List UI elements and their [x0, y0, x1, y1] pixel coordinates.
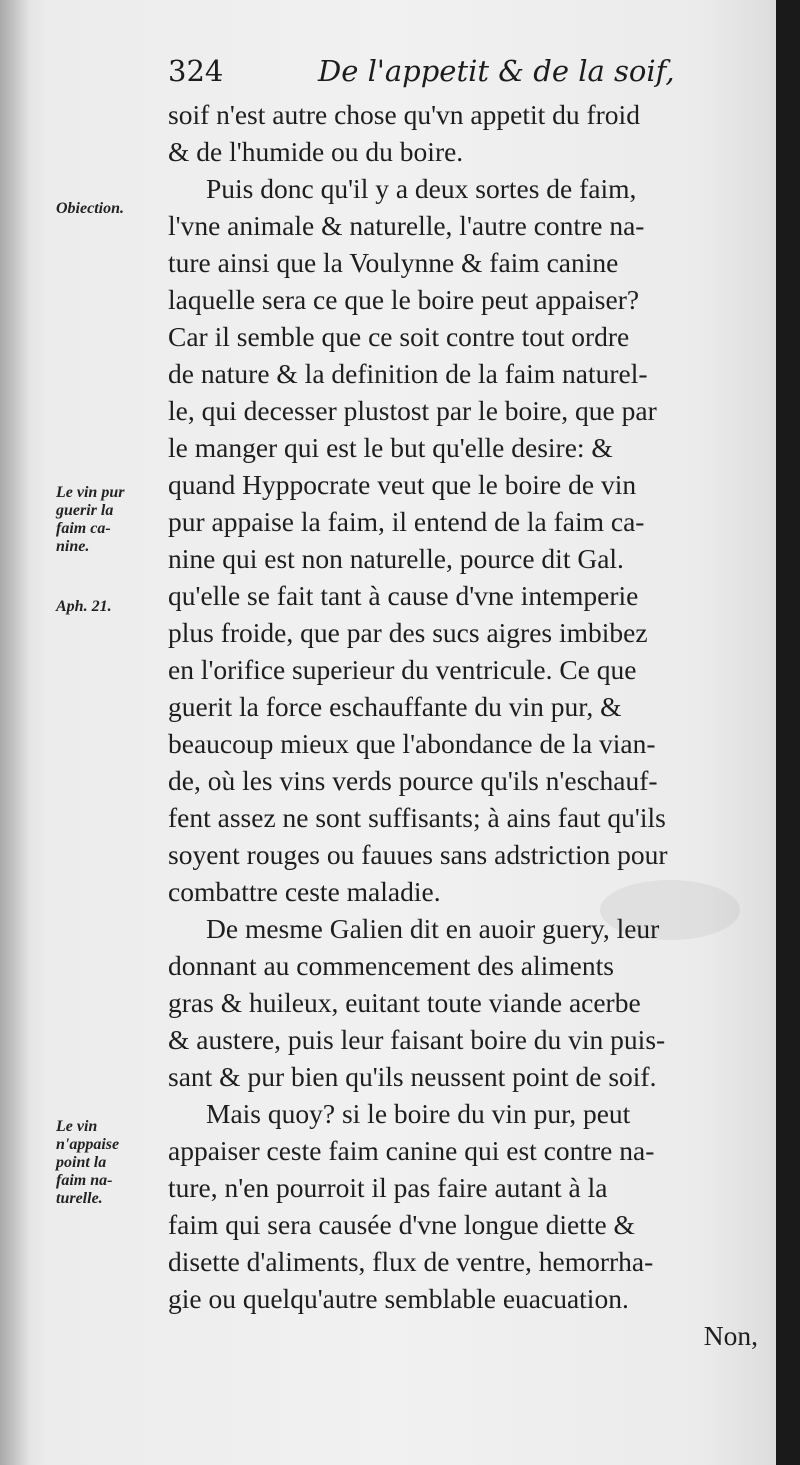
margin-note-line: guerir la	[56, 502, 114, 519]
text-line: guerit la force eschauffante du vin pur, &	[168, 691, 622, 722]
margin-note-vin-nappaise	[56, 1118, 168, 1208]
text-line: le, qui decesser plustost par le boire, que par	[168, 395, 657, 426]
text-line: gras & huileux, euitant toute viande acerbe	[168, 987, 641, 1018]
gutter-shadow	[0, 0, 30, 1465]
margin-note-objection	[56, 200, 168, 218]
text-line: qu'elle se fait tant à cause d'vne intemperie	[168, 580, 639, 611]
margin-note-aphorism	[56, 598, 168, 616]
text-line: Mais quoy? si le boire du vin pur, peut	[206, 1098, 631, 1129]
text-line: ture, n'en pourroit il pas faire autant à la	[168, 1172, 608, 1203]
text-line: donnant au commencement des aliments	[168, 950, 614, 981]
margin-note-vin-pur	[56, 484, 168, 556]
text-line: sant & pur bien qu'ils neussent point de soif.	[168, 1061, 657, 1092]
margin-note-line: Le vin	[56, 1118, 98, 1135]
text-line: laquelle sera ce que le boire peut appaiser?	[168, 284, 640, 315]
margin-note-line: Le vin pur	[56, 484, 125, 501]
margin-note-line: Aph. 21.	[56, 598, 112, 615]
text-line: disette d'aliments, flux de ventre, hemorrha-	[168, 1246, 654, 1277]
margin-note-line: turelle.	[56, 1190, 103, 1207]
body-text	[168, 96, 758, 1354]
margin-note-line: n'appaise	[56, 1136, 120, 1153]
text-line: appaiser ceste faim canine qui est contre na-	[168, 1135, 655, 1166]
text-line: faim qui sera causée d'vne longue diette &	[168, 1209, 635, 1240]
text-line: fent assez ne sont suffisants; à ains faut qu'ils	[168, 802, 666, 833]
text-line: nine qui est non naturelle, pource dit Gal.	[168, 543, 624, 574]
text-line: & austere, puis leur faisant boire du vin puis-	[168, 1024, 666, 1055]
text-line: de nature & la definition de la faim naturel-	[168, 358, 648, 389]
text-line: soyent rouges ou fauues sans adstriction pour	[168, 839, 668, 870]
page-edge-shadow	[776, 0, 800, 1465]
margin-note-line: point la	[56, 1154, 107, 1171]
text-line: beaucoup mieux que l'abondance de la vian-	[168, 728, 656, 759]
text-line: plus froide, que par des sucs aigres imbibez	[168, 617, 648, 648]
text-line: & de l'humide ou du boire.	[168, 136, 464, 167]
page-number: 324	[168, 54, 224, 88]
catchword: Non,	[703, 1320, 758, 1351]
margin-note-line: faim na-	[56, 1172, 113, 1189]
running-title: De l'appetit & de la soif,	[318, 54, 675, 88]
text-line: l'vne animale & naturelle, l'autre contre na-	[168, 210, 645, 241]
text-line: pur appaise la faim, il entend de la faim ca-	[168, 506, 645, 537]
text-line: De mesme Galien dit en auoir guery, leur	[206, 913, 660, 944]
text-line: de, où les vins verds pource qu'ils n'eschauf-	[168, 765, 658, 796]
text-line: quand Hyppocrate veut que le boire de vin	[168, 469, 637, 500]
text-line: en l'orifice superieur du ventricule. Ce que	[168, 654, 637, 685]
text-line: le manger qui est le but qu'elle desire: &	[168, 432, 613, 463]
text-line: combattre ceste maladie.	[168, 876, 441, 907]
text-line: soif n'est autre chose qu'vn appetit du froid	[168, 99, 640, 130]
margin-note-line: Obiection.	[56, 200, 124, 217]
text-line: Car il semble que ce soit contre tout ordre	[168, 321, 630, 352]
text-line: Puis donc qu'il y a deux sortes de faim,	[206, 173, 637, 204]
page-header	[168, 50, 758, 94]
text-line: ture ainsi que la Voulynne & faim canine	[168, 247, 619, 278]
margin-note-line: faim ca-	[56, 520, 111, 537]
text-line: gie ou quelqu'autre semblable euacuation.	[168, 1283, 629, 1314]
margin-note-line: nine.	[56, 538, 90, 555]
